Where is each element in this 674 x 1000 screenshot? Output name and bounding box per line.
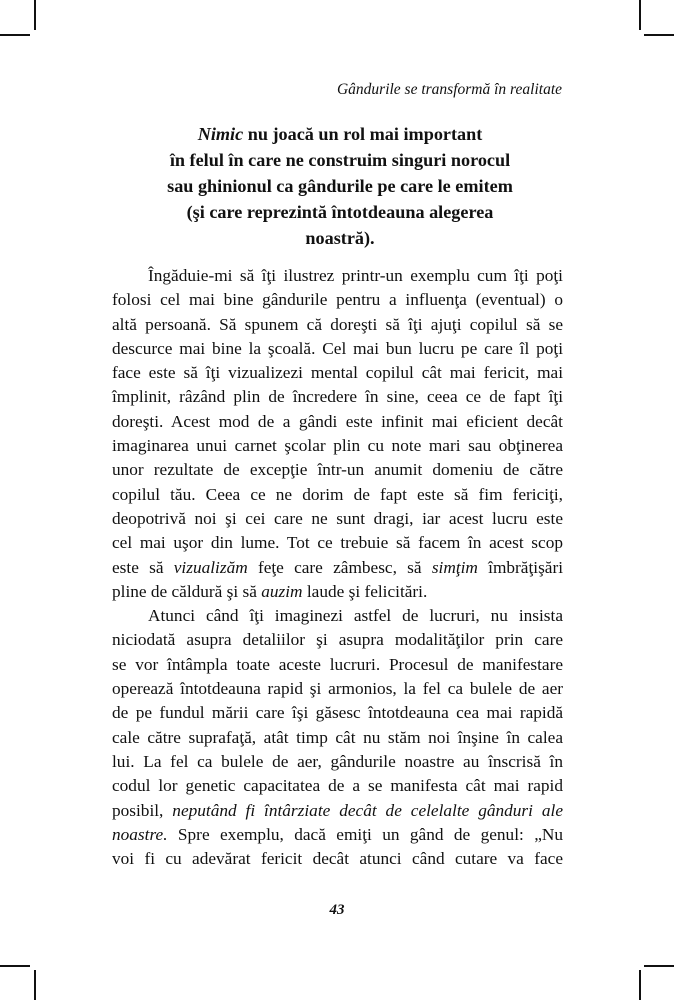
quote-line: în felul în care ne construim singuri norocul xyxy=(169,150,511,170)
text-line: posibil, neputând fi întârziate decât de celelalte gânduri ale xyxy=(112,800,563,820)
text-line: cel mai uşor din lume. Tot ce trebuie să facem în acest scop xyxy=(112,533,563,553)
quote-line: noastră). xyxy=(305,228,375,248)
crop-mark-bl-v xyxy=(34,970,36,1000)
crop-mark-br-h xyxy=(644,965,674,967)
text-line: de pe fundul mării care îşi găsesc întotdeauna cea mai rapidă xyxy=(112,703,563,723)
text-line: descurce mai bine la şcoală. Cel mai bun lucru pe care îl poţi xyxy=(112,338,563,358)
text-line: doreşti. Acest mod de a gândi este infinit mai eficient decât xyxy=(112,411,563,431)
crop-mark-tr-v xyxy=(639,0,641,30)
text-line: copilul tău. Ceea ce ne dorim de fapt este să fim fericiţi, xyxy=(112,484,563,504)
text-line: lui. La fel ca bulele de aer, gândurile noastre au înscrisă în xyxy=(112,751,563,771)
pull-quote xyxy=(140,121,540,251)
crop-mark-bl-h xyxy=(0,965,30,967)
quote-line: Nimic nu joacă un rol mai important xyxy=(197,124,483,144)
text-line: operează întotdeauna rapid şi armonios, la fel ca bulele de aer xyxy=(112,679,563,699)
text-line: codul lor genetic capacitatea de a se manifesta cât mai rapid xyxy=(112,776,563,796)
text-line: se vor întâmpla toate aceste lucruri. Procesul de manifestare xyxy=(112,654,563,674)
text-line: este să vizualizăm feţe care zâmbesc, să simţim îmbrăţişări xyxy=(112,557,564,577)
text-line: niciodată asupra detaliilor şi asupra modalităţilor prin care xyxy=(112,630,563,650)
text-line: altă persoană. Să spunem că doreşti să îţi ajuţi copilul să se xyxy=(112,314,563,334)
text-line: deopotrivă noi şi cei care ne sunt dragi, iar acest lucru este xyxy=(112,508,563,528)
crop-mark-tl-v xyxy=(34,0,36,30)
text-line: noastre. Spre exemplu, dacă emiţi un gând de genul: „Nu xyxy=(112,824,563,844)
crop-mark-tr-h xyxy=(644,34,674,36)
text-line: împlinit, râzând plin de încredere în sine, ceea ce de fapt îţi xyxy=(112,387,563,407)
page-number: 43 xyxy=(329,902,345,918)
text-line: imaginarea unui carnet şcolar plin cu note mari sau obţinerea xyxy=(112,436,563,456)
quote-line: (şi care reprezintă întotdeauna alegerea xyxy=(186,202,494,222)
crop-mark-br-v xyxy=(639,970,641,1000)
text-line: Atunci când îţi imaginezi astfel de lucruri, nu insista xyxy=(148,606,563,626)
text-line: face este să îţi vizualizezi mental copilul cât mai fericit, mai xyxy=(112,363,563,383)
body-text xyxy=(112,264,563,871)
text-line: voi fi cu adevărat fericit decât atunci când cutare va face xyxy=(112,849,563,869)
text-line: pline de căldură şi să auzim laude şi felicitări. xyxy=(112,581,428,601)
crop-mark-tl-h xyxy=(0,34,30,36)
quote-emphasis: Nimic xyxy=(197,124,244,144)
quote-line: sau ghinionul ca gândurile pe care le emitem xyxy=(167,176,513,196)
text-line: folosi cel mai bine gândurile pentru a influenţa (eventual) o xyxy=(112,290,563,310)
text-line: unor rezultate de excepţie într-un anumit domeniu de către xyxy=(112,460,563,480)
text-line: Îngăduie-mi să îţi ilustrez printr-un exemplu cum îţi poţi xyxy=(148,266,563,285)
running-head: Gândurile se transformă în realitate xyxy=(336,81,562,98)
text-line: cale către suprafaţă, atât timp cât nu stăm noi înşine în calea xyxy=(112,727,563,747)
